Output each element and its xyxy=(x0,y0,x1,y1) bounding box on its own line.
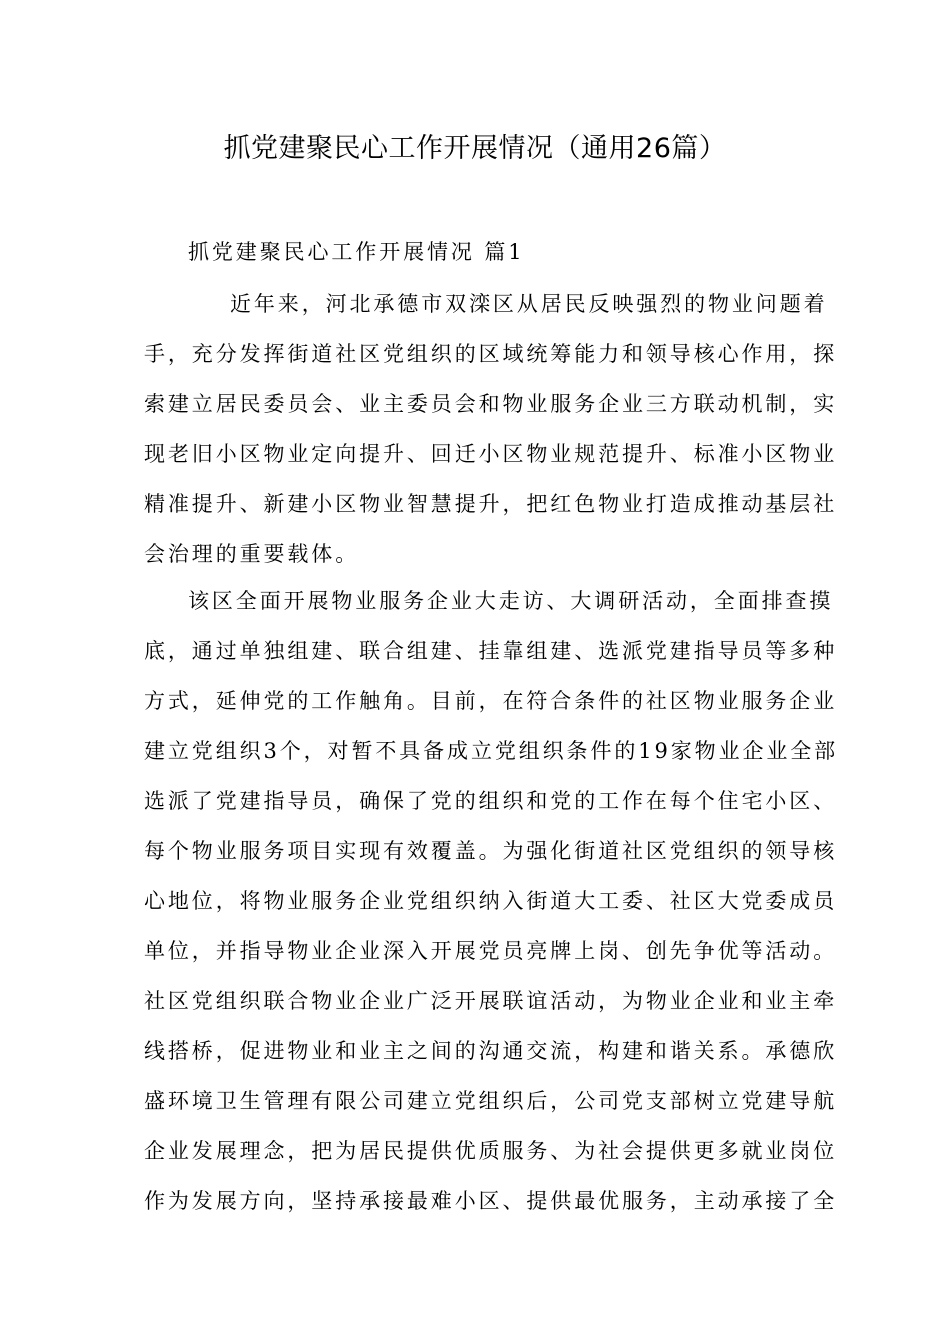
paragraph-line: 盛环境卫生管理有限公司建立党组织后，公司党支部树立党建导航 xyxy=(144,1089,838,1113)
paragraph-line: 该区全面开展物业服务企业大走访、大调研活动，全面排查摸 xyxy=(188,589,834,613)
paragraph-1 xyxy=(144,279,838,579)
section-heading: 抓党建聚民心工作开展情况 篇1 xyxy=(188,240,525,264)
paragraph-line: 线搭桥，促进物业和业主之间的沟通交流，构建和谐关系。承德欣 xyxy=(144,1039,838,1063)
paragraph-line: 现老旧小区物业定向提升、回迁小区物业规范提升、标准小区物业 xyxy=(144,442,838,466)
paragraph-line: 社区党组织联合物业企业广泛开展联谊活动，为物业企业和业主牵 xyxy=(144,989,838,1013)
paragraph-line: 每个物业服务项目实现有效覆盖。为强化街道社区党组织的领导核 xyxy=(144,839,838,863)
paragraph-2 xyxy=(144,576,839,1226)
paragraph-line: 精准提升、新建小区物业智慧提升，把红色物业打造成推动基层社 xyxy=(144,492,838,516)
paragraph-line: 手，充分发挥街道社区党组织的区域统筹能力和领导核心作用，探 xyxy=(144,342,838,366)
paragraph-line: 底，通过单独组建、联合组建、挂靠组建、选派党建指导员等多种 xyxy=(144,639,838,663)
paragraph-line: 作为发展方向，坚持承接最难小区、提供最优服务，主动承接了全 xyxy=(144,1189,838,1213)
paragraph-line: 单位，并指导物业企业深入开展党员亮牌上岗、创先争优等活动。 xyxy=(144,939,838,963)
paragraph-line: 建立党组织3个，对暂不具备成立党组织条件的19家物业企业全部 xyxy=(144,739,839,763)
paragraph-line: 心地位，将物业服务企业党组织纳入街道大工委、社区大党委成员 xyxy=(144,889,838,913)
document-title: 抓党建聚民心工作开展情况（通用26篇） xyxy=(223,133,727,164)
paragraph-line: 选派了党建指导员，确保了党的组织和党的工作在每个住宅小区、 xyxy=(144,789,838,813)
paragraph-line: 近年来，河北承德市双滦区从居民反映强烈的物业问题着 xyxy=(230,292,828,316)
paragraph-line: 索建立居民委员会、业主委员会和物业服务企业三方联动机制，实 xyxy=(144,392,838,416)
paragraph-line: 企业发展理念，把为居民提供优质服务、为社会提供更多就业岗位 xyxy=(144,1139,838,1163)
paragraph-line: 方式，延伸党的工作触角。目前，在符合条件的社区物业服务企业 xyxy=(144,689,838,713)
paragraph-line: 会治理的重要载体。 xyxy=(144,542,360,566)
